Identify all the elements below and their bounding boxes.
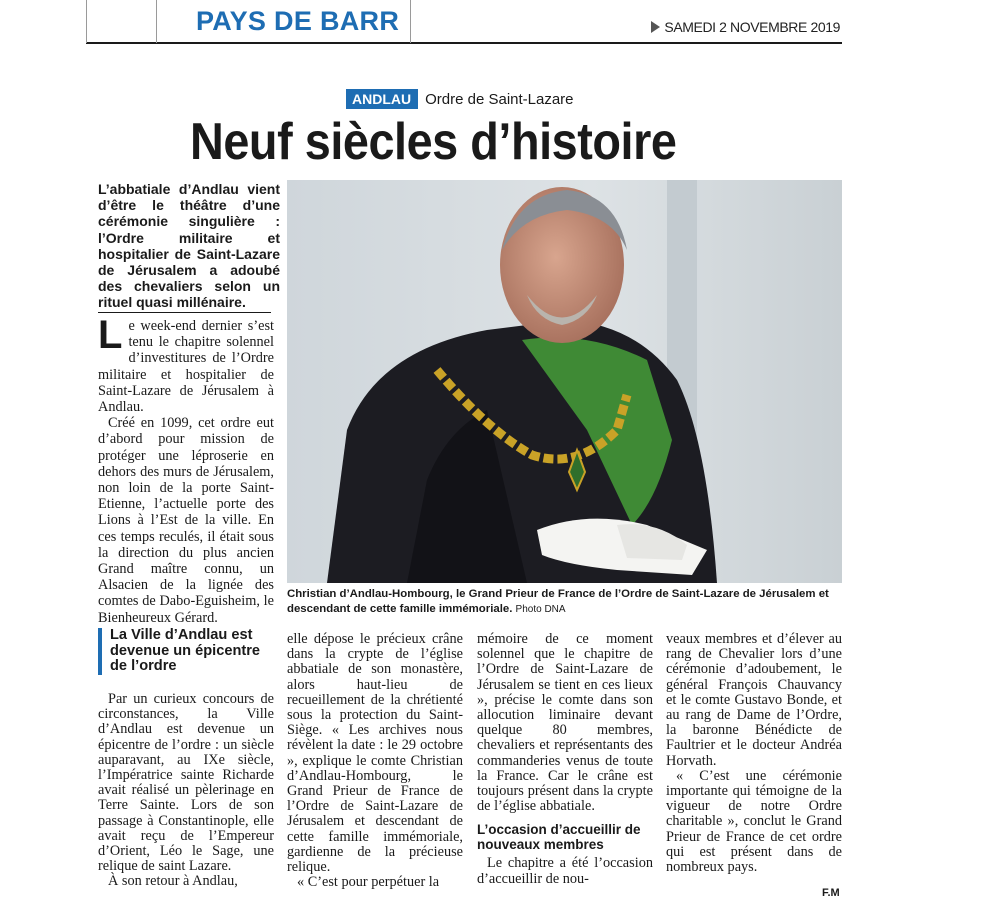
subheading: La Ville d’Andlau est devenue un épicentre de l’ordre — [110, 627, 261, 674]
section-title: PAYS DE BARR — [196, 6, 400, 36]
article-column-2 — [287, 632, 463, 890]
article-column-1 — [98, 692, 274, 890]
photo-credit: Photo DNA — [515, 604, 566, 615]
masthead-divider — [410, 0, 411, 43]
lead-paragraph: L’abbatiale d’Andlau vient d’être le théâtre d’une cérémonie singulière : l’Ordre militaire et hospitalier de Saint-Lazare de Jérusalem a adoubé des chevaliers selon un rituel quasi millénaire. — [98, 181, 280, 311]
masthead-divider — [156, 0, 157, 43]
intro-text — [98, 313, 274, 626]
subheading: L’occasion d’accueillir de nouveaux membres — [477, 822, 641, 853]
caption-text: Christian d’Andlau-Hombourg, le Grand Prieur de France de l’Ordre de Saint-Lazare de Jérusalem et descendant de cette famille immémoriale. — [287, 588, 829, 615]
divider — [98, 312, 271, 313]
intro-paragraph-text: e week-end dernier s’est tenu le chapitre solennel d’investitures de l’Ordre militaire et hospitalier de Saint-Lazare de Jérusalem à Andlau. — [98, 318, 274, 416]
location-tag: ANDLAU — [346, 89, 418, 109]
headline: Neuf siècles d’histoire — [190, 113, 677, 171]
column-paragraph: mémoire de ce moment solennel que le chapitre de l’Ordre de Saint-Lazare de Jérusalem se tient en ces lieux », précise le comte dans son allocution liminaire devant quelque 80 membres, chevaliers et représentants des commanderies venus de toute la France. Car le crâne est toujours présent dans la crypte de l’église abbatiale. — [477, 631, 653, 815]
date-text: SAMEDI 2 NOVEMBRE 2019 — [664, 19, 840, 35]
portrait-photo — [287, 180, 842, 583]
kicker — [346, 89, 574, 109]
column-paragraph: « C’est pour perpétuer la — [297, 874, 440, 891]
column-paragraph: Le chapitre a été l’occasion d’accueillir de nou- — [477, 855, 653, 887]
column-paragraph: « C’est une cérémonie importante qui témoigne de la vigueur de notre Ordre charitable », conclut le Grand Prieur de France de cet ordre qui est présent dans de nombreux pays. — [666, 767, 842, 876]
intro-paragraph — [98, 313, 274, 416]
masthead — [86, 0, 842, 44]
masthead-divider — [86, 0, 87, 43]
drop-cap: L — [98, 313, 123, 357]
kicker-subtitle: Ordre de Saint-Lazare — [425, 90, 574, 108]
photo-caption — [287, 587, 842, 617]
column-paragraph: À son retour à Andlau, — [108, 873, 238, 890]
subheading-box — [98, 628, 274, 675]
column-paragraph: Par un curieux concours de circonstances, la Ville d’Andlau est devenue un épicentre de l’ordre : un siècle auparavant, au IXe siècle, l’Impératrice sainte Richarde avait réalisé un pèlerinage en Terre Sainte. Lors de son passage à Constantinople, elle avait reçu de l’Empereur d’Orient, Léo le Sage, une relique de saint Lazare. — [98, 691, 274, 875]
article-column-4 — [666, 632, 842, 875]
article-column-3 — [477, 632, 653, 887]
article-photo — [287, 180, 842, 583]
column-paragraph: elle dépose le précieux crâne dans la crypte de l’église abbatiale de son monastère, alors haut-lieu de recueillement de la chrétienté sous la protection du Saint-Siège. « Les archives nous révèlent la date : le 29 octobre », explique le comte Christian d’Andlau-Hombourg, le Grand Prieur de France de l’Ordre de Saint-Lazare de Jérusalem et descendant de cette famille immémoriale, gardienne de la précieuse relique. — [287, 631, 463, 876]
column-paragraph: veaux membres et d’élever au rang de Chevalier lors d’une cérémonie d’adoubement, le général François Chauvancy et le comte Gustavo Bonde, et au rang de Dame de l’Ordre, la baronne Bénédicte de Faultrier et le docteur Andréa Horvath. — [666, 631, 842, 769]
author-signature: F.M — [822, 887, 840, 899]
publication-date — [651, 19, 840, 35]
arrow-right-icon — [651, 21, 660, 33]
intro-paragraph: Créé en 1099, cet ordre eut d’abord pour mission de protéger une léproserie en dehors des murs de Jérusalem, non loin de la porte Saint-Etienne, l’actuelle porte des Lions à l’Est de la ville. En ces temps reculés, il était sous la direction du plus ancien Grand maître connu, un Alsacien de la lignée des comtes de Dabo-Eguisheim, le Bienheureux Gérard. — [98, 415, 274, 626]
